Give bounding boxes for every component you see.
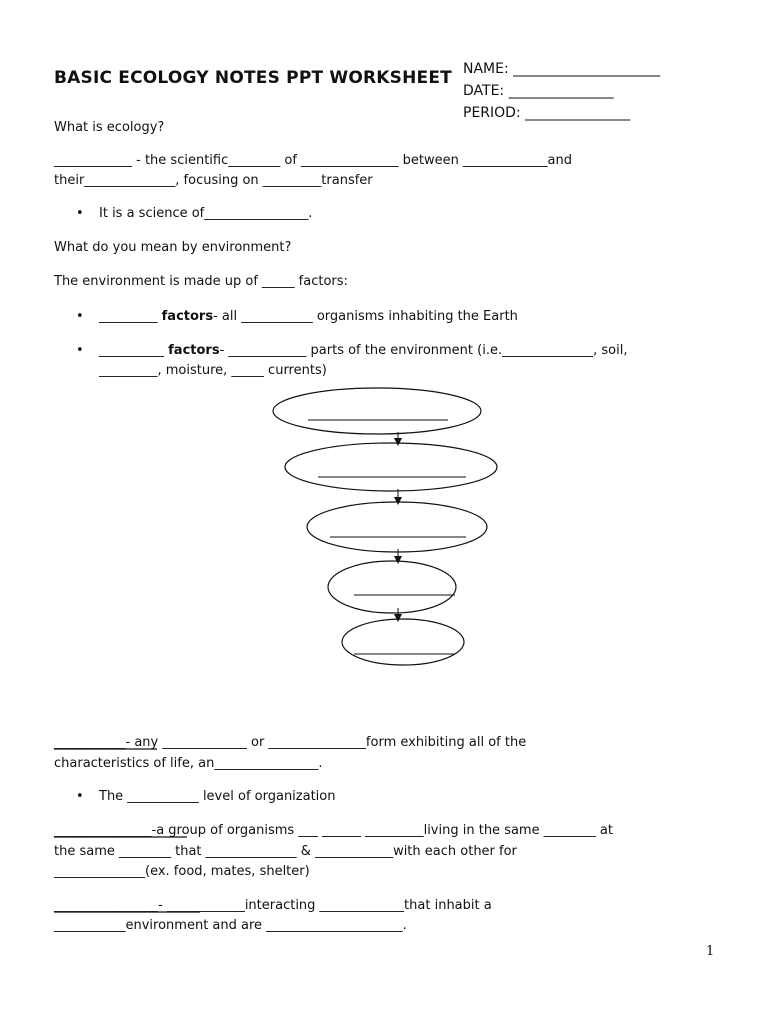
level-ellipse-4[interactable] (328, 561, 456, 613)
level-ellipse-5[interactable] (342, 619, 464, 665)
bullet-marker: • (76, 309, 84, 324)
bullet-level-of-organization[interactable]: The ___________ level of organization (99, 789, 336, 804)
date-field[interactable]: DATE: _______________ (463, 83, 614, 99)
blank[interactable]: __________ (99, 343, 169, 358)
ecology-definition-line-1[interactable]: ____________ - the scientific________ of _______________ between _____________and (54, 153, 572, 168)
level-ellipse-2[interactable] (285, 443, 497, 491)
question-environment: What do you mean by environment? (54, 240, 292, 255)
bullet-marker: • (76, 206, 84, 221)
question-what-is-ecology: What is ecology? (54, 120, 165, 135)
ecology-definition-line-2[interactable]: their______________, focusing on _________transfer (54, 173, 373, 188)
community-definition-line-1[interactable]: ________________- ____________interacting _____________that inhabit a (54, 898, 492, 913)
biotic-description[interactable]: - all ___________ organisms inhabiting the Earth (213, 309, 518, 324)
population-definition-line-2[interactable]: the same ________ that ______________ & ____________with each other for (54, 844, 517, 859)
organism-definition-line-2[interactable]: characteristics of life, an________________. (54, 756, 323, 771)
community-definition-line-2[interactable]: ___________environment and are _____________________. (54, 918, 407, 933)
organism-definition-line-1[interactable]: ___________- any _____________ or _______________form exhibiting all of the (54, 735, 527, 750)
factors-label: factors (161, 309, 214, 324)
level-ellipse-1[interactable] (273, 388, 481, 434)
name-field[interactable]: NAME: _____________________ (463, 61, 661, 77)
bullet-marker: • (76, 343, 84, 358)
bullet-abiotic-factors-cont[interactable]: _________, moisture, _____ currents) (99, 363, 327, 378)
environment-factors-line[interactable]: The environment is made up of _____ factors: (54, 274, 348, 289)
period-field[interactable]: PERIOD: _______________ (463, 105, 631, 121)
level-ellipse-3[interactable] (307, 502, 487, 552)
population-definition-line-3[interactable]: ______________(ex. food, mates, shelter) (54, 864, 310, 879)
blank[interactable]: _________ (99, 309, 162, 324)
bullet-marker: • (76, 789, 84, 804)
worksheet-title: BASIC ECOLOGY NOTES PPT WORKSHEET (54, 68, 452, 88)
bullet-science-of[interactable]: It is a science of________________. (99, 206, 313, 221)
abiotic-description[interactable]: - ____________ parts of the environment (i.e.______________, soil, (219, 343, 628, 358)
population-definition-line-1[interactable]: _______________-a group of organisms ___ ______ _________living in the same ________ at (54, 823, 613, 838)
page-number: 1 (706, 944, 715, 959)
factors-label: factors (168, 343, 220, 358)
